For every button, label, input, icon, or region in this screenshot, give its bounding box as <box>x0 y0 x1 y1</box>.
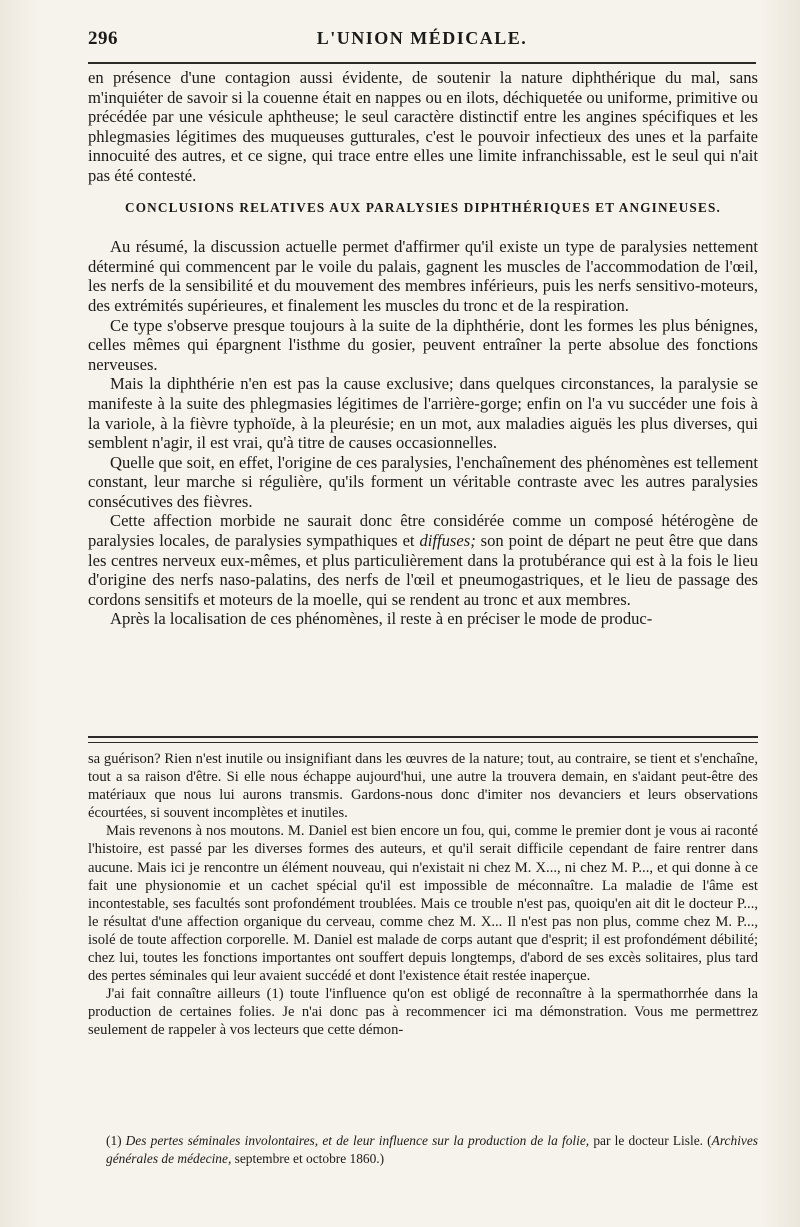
paragraph-affection-part2: son point de départ ne peut être que dans les centres nerveux eux-mêmes, et plus particulièrement dans la protubérance qui est à la fois le lieu d'origine des nerfs naso-palatins, des nerfs de l'œil et pneumogastriques, et le lieu de passage des cordons sensitifs et moteurs de la moelle, qui se rendent au tronc et aux membres. <box>88 531 758 609</box>
feuilleton-paragraph-3: J'ai fait connaître ailleurs (1) toute l'influence qu'on est obligé de reconnaître à la spermathorrhée dans la production de certaines folies. Je n'ai donc pas à recommencer ici ma démonstration. Vous me permettrez seulement de rappeler à vos lecteurs que cette démon- <box>88 986 758 1039</box>
paragraph-type: Ce type s'observe presque toujours à la suite de la diphthérie, dont les formes les plus bénignes, celles mêmes qui épargnent l'isthme du gosier, peuvent entraîner la perte absolue des fonctions nerveuses. <box>88 315 758 374</box>
footnote-date: septembre et octobre 1860.) <box>231 1151 385 1166</box>
footnote-author: par le docteur Lisle. ( <box>589 1133 712 1148</box>
header-rule <box>88 62 756 64</box>
feuilleton-paragraph-2: Mais revenons à nos moutons. M. Daniel est bien encore un fou, qui, comme le premier dont je vous ai raconté l'histoire, est passé par les diverses formes des auteurs, et qu'il serait difficile cependant de faire rentrer dans aucune. Mais ici je rencontre un élément nouveau, qui n'existait ni chez M. X..., ni chez M. P..., et qui donne à ce fait une physionomie et un cachet spécial qu'il est impossible de méconnaître. La maladie de l'âme est incontestable, ses facultés sont profondément troublées. Mais ce trouble n'est pas, quoiqu'en ait dit le docteur P..., le résultat d'une affection organique du cerveau, comme chez M. X... Il n'est pas non plus, comme chez M. P..., isolé de toute affection corporelle. M. Daniel est malade de corps autant que d'esprit; il est profondément débilité; chez lui, toutes les fonctions importantes ont souffert depuis longtemps, d'abord de ses excès solitaires, plus tard des pertes séminales qui leur avaient succédé et dont l'existence était restée inaperçue. <box>88 823 758 985</box>
paragraph-affection <box>88 511 758 609</box>
paragraph-localisation: Après la localisation de ces phénomènes, il reste à en préciser le mode de produc- <box>110 609 653 629</box>
footnote <box>106 1132 758 1168</box>
footnote-marker: (1) <box>106 1133 122 1148</box>
footnote-title: Des pertes séminales involontaires, et de leur influence sur la production de la folie, <box>125 1133 590 1148</box>
feuilleton-paragraph-1: sa guérison? Rien n'est inutile ou insignifiant dans les œuvres de la nature; tout, au contraire, se tient et s'enchaîne, tout a sa raison d'être. Si elle nous échappe aujourd'hui, une autre la trouvera demain, en s'aidant peut-être des matériaux que nous lui aurons transmis. Gardons-nous donc d'imiter nos devanciers et leurs observations écourtées, si souvent incomplètes et inutiles. <box>88 751 758 822</box>
paragraph-affection-part1: Cette affection morbide ne saurait donc être considérée comme un composé hétérogène de paralysies locales, de paralysies sympathiques et <box>88 511 758 551</box>
running-head <box>88 28 756 54</box>
paragraph-origin: Quelle que soit, en effet, l'origine de ces paralysies, l'enchaînement des phénomènes est tellement constant, leur marche si régulière, qu'ils forment un véritable contraste avec les autres paralysies consécutives des fièvres. <box>88 452 758 511</box>
feuilleton-text <box>88 750 758 1040</box>
paragraph-cause: Mais la diphthérie n'en est pas la cause exclusive; dans quelques circonstances, la paralysie se manifeste à la suite des phlegmasies légitimes de l'arrière-gorge; enfin on l'a vu succéder une fois à la variole, à la fièvre typhoïde, à la pleurésie; en un mot, aux maladies aiguës les plus diverses, qui semblent n'agir, il est vrai, qu'à titre de causes occasionnelles. <box>88 374 758 453</box>
paragraph-continued: en présence d'une contagion aussi évidente, de soutenir la nature diphthérique du mal, sans m'inquiéter de savoir si la couenne était en nappes ou en ilots, déchiquetée ou uniforme, primitive ou précédée par une vésicule aphtheuse; le seul caractère distinctif entre les angines spécifiques et les phlegmasies légitimes des muqueuses gutturales, c'est le pouvoir infectieux des unes et la parfaite innocuité des autres, et ce signe, qui trace entre elles une limite infranchissable, est le seul qui n'ait pas été contesté. <box>88 68 758 185</box>
paragraph-resume: Au résumé, la discussion actuelle permet d'affirmer qu'il existe un type de paralysies nettement déterminé qui commencent par le voile du palais, gagnent les muscles de l'accommodation de l'œil, les nerfs de la sensibilité et du mouvement des membres inférieurs, puis les nerfs sensitivo-moteurs, des extrémités supérieures, et finalement les muscles du tronc et de la respiration. <box>88 237 758 315</box>
footnote-journal: Archives générales de médecine, <box>106 1133 759 1166</box>
section-heading: CONCLUSIONS RELATIVES AUX PARALYSIES DIPHTHÉRIQUES ET ANGINEUSES. <box>125 199 721 215</box>
italic-term: diffuses; <box>419 531 476 551</box>
feuilleton-separator <box>88 736 758 743</box>
main-article-text <box>88 68 758 629</box>
journal-title: L'UNION MÉDICALE. <box>316 28 528 48</box>
page-number: 296 <box>88 28 118 49</box>
